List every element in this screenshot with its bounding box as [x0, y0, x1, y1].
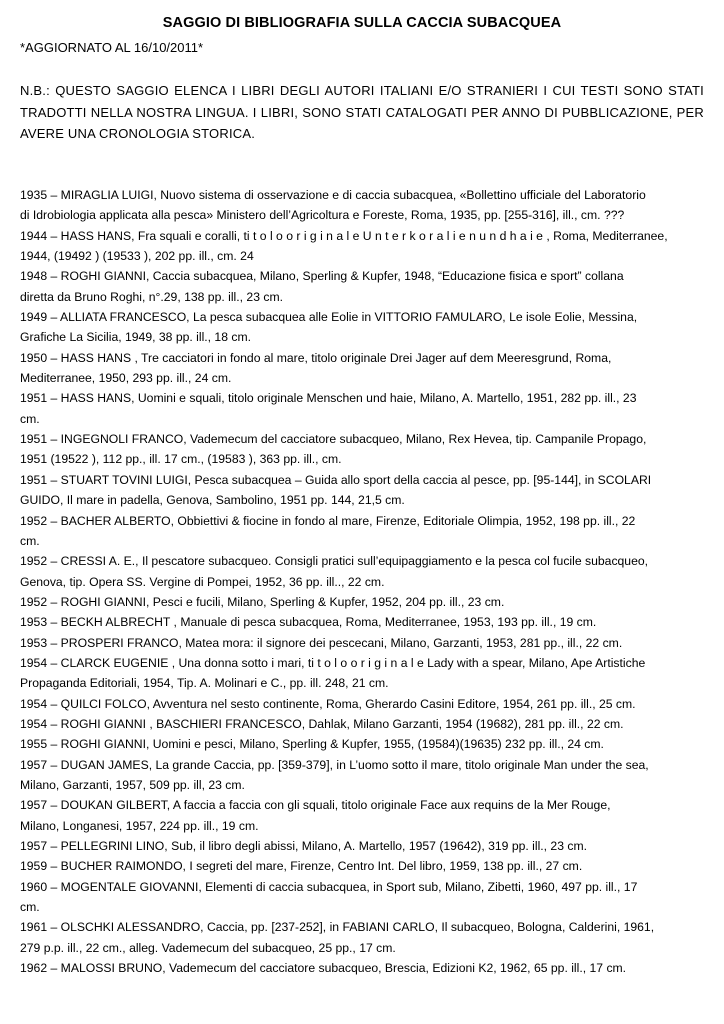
bibliography-entry [20, 958, 710, 978]
entry-line: 1961 – OLSCHKI ALESSANDRO, Caccia, pp. [237-252], in FABIANI CARLO, Il subacqueo, Bologna, Calderini, 1961, [20, 920, 655, 935]
bibliography-entry [20, 653, 710, 694]
entry-line: 1959 – BUCHER RAIMONDO, I segreti del mare, Firenze, Centro Int. Del libro, 1959, 138 pp. ill., 27 cm. [20, 859, 583, 874]
bibliography-entry [20, 185, 710, 226]
entry-line: 1949 – ALLIATA FRANCESCO, La pesca subacquea alle Eolie in VITTORIO FAMULARO, Le isole Eolie, Messina, [20, 310, 638, 325]
bibliography-entry [20, 694, 710, 714]
bibliography-entry [20, 470, 710, 511]
entry-line: GUIDO, Il mare in padella, Genova, Sambolino, 1951 pp. 144, 21,5 cm. [20, 493, 405, 508]
entry-line: di Idrobiologia applicata alla pesca» Ministero dell’Agricoltura e Foreste, Roma, 1935, pp. [255-316], ill., cm. ??? [20, 208, 625, 223]
entry-line: 1952 – BACHER ALBERTO, Obbiettivi & fiocine in fondo al mare, Firenze, Editoriale Olimpia, 1952, 198 pp. ill., 22 [20, 513, 636, 528]
entry-line: 1951 – STUART TOVINI LUIGI, Pesca subacquea – Guida allo sport della caccia al pesce, pp. [95-144], in SCOLARI [20, 472, 652, 487]
bibliography-entry [20, 388, 710, 429]
entry-line: Propaganda Editoriali, 1954, Tip. A. Molinari e C., pp. ill. 248, 21 cm. [20, 676, 389, 691]
entry-line: Milano, Garzanti, 1957, 509 pp. ill, 23 cm. [20, 777, 245, 792]
bibliography-entry [20, 877, 710, 918]
introductory-note: N.B.: QUESTO SAGGIO ELENCA I LIBRI DEGLI AUTORI ITALIANI E/O STRANIERI I CUI TESTI SONO STATI TRADOTTI NELLA NOSTRA LINGUA. I LIBRI, SONO STATI CATALOGATI PER ANNO DI PUBBLICAZIONE, PER AVERE UNA CRONOLOGIA STORICA. [20, 83, 704, 141]
bibliography-entry [20, 266, 710, 307]
entry-line: 1951 – INGEGNOLI FRANCO, Vademecum del cacciatore subacqueo, Milano, Rex Hevea, tip. Campanile Propago, [20, 432, 647, 447]
entry-line: 1953 – BECKH ALBRECHT , Manuale di pesca subacquea, Roma, Mediterranee, 1953, 193 pp. ill., 19 cm. [20, 615, 597, 630]
entry-line: 1954 – CLARCK EUGENIE , Una donna sotto i mari, ti t o l o o r i g i n a l e Lady with a spear, Milano, Ape Artistiche [20, 655, 646, 670]
entry-line: 1951 (19522 ), 112 pp., ill. 17 cm., (19583 ), 363 pp. ill., cm. [20, 452, 342, 467]
entry-line: 1962 – MALOSSI BRUNO, Vademecum del cacciatore subacqueo, Brescia, Edizioni K2, 1962, 65 pp. ill., 17 cm. [20, 961, 627, 976]
entry-line: diretta da Bruno Roghi, n°.29, 138 pp. ill., 23 cm. [20, 289, 283, 304]
bibliography-entry [20, 592, 710, 612]
bibliography-entry [20, 917, 710, 958]
bibliography-entry [20, 856, 710, 876]
entry-line: 1953 – PROSPERI FRANCO, Matea mora: il signore dei pescecani, Milano, Garzanti, 1953, 281 pp., ill., 22 cm. [20, 635, 623, 650]
entry-line: 1952 – CRESSI A. E., Il pescatore subacqueo. Consigli pratici sull’equipaggiamento e la pesca col fucile subacqueo, [20, 554, 649, 569]
bibliography-entry [20, 836, 710, 856]
entry-line: Milano, Longanesi, 1957, 224 pp. ill., 19 cm. [20, 818, 259, 833]
entry-line: 1960 – MOGENTALE GIOVANNI, Elementi di caccia subacquea, in Sport sub, Milano, Zibetti, 1960, 497 pp. ill., 17 [20, 879, 638, 894]
entry-line: Genova, tip. Opera SS. Vergine di Pompei, 1952, 36 pp. ill.., 22 cm. [20, 574, 385, 589]
bibliography-entry [20, 226, 710, 267]
entry-line: 1944 – HASS HANS, Fra squali e coralli, ti t o l o o r i g i n a l e U n t e r k o r a l i e n u n d h a i e , Roma, Mediterranee, [20, 228, 668, 243]
entry-line: 1944, (19492 ) (19533 ), 202 pp. ill., cm. 24 [20, 249, 254, 264]
bibliography-entry [20, 551, 710, 592]
entry-line: 1957 – DOUKAN GILBERT, A faccia a faccia con gli squali, titolo originale Face aux requins de la Mer Rouge, [20, 798, 611, 813]
bibliography-entry [20, 612, 710, 632]
entry-line: 1935 – MIRAGLIA LUIGI, Nuovo sistema di osservazione e di caccia subacquea, «Bollettino ufficiale del Laboratorio [20, 188, 646, 202]
entry-line: 1950 – HASS HANS , Tre cacciatori in fondo al mare, titolo originale Drei Jager auf dem Meeresgrund, Roma, [20, 350, 612, 365]
entry-line: cm. [20, 533, 40, 548]
entry-line: Grafiche La Sicilia, 1949, 38 pp. ill., 18 cm. [20, 330, 252, 345]
update-date: *AGGIORNATO AL 16/10/2011* [20, 40, 204, 55]
bibliography-entry [20, 307, 710, 348]
bibliography-entry [20, 429, 710, 470]
entry-line: 1957 – DUGAN JAMES, La grande Caccia, pp. [359-379], in L’uomo sotto il mare, titolo originale Man under the sea, [20, 757, 649, 772]
entry-line: 1948 – ROGHI GIANNI, Caccia subacquea, Milano, Sperling & Kupfer, 1948, “Educazione fisica e sport” collana [20, 269, 624, 284]
bibliography-entry [20, 755, 710, 796]
entry-line: 1952 – ROGHI GIANNI, Pesci e fucili, Milano, Sperling & Kupfer, 1952, 204 pp. ill., 23 cm. [20, 594, 505, 609]
bibliography-entry [20, 511, 710, 552]
entry-line: Mediterranee, 1950, 293 pp. ill., 24 cm. [20, 371, 232, 386]
entry-line: 1955 – ROGHI GIANNI, Uomini e pesci, Milano, Sperling & Kupfer, 1955, (19584)(19635) 232 pp. ill., 24 cm. [20, 737, 604, 752]
entry-line: 1954 – ROGHI GIANNI , BASCHIERI FRANCESCO, Dahlak, Milano Garzanti, 1954 (19682), 281 pp. ill., 22 cm. [20, 716, 624, 731]
bibliography-entry [20, 795, 710, 836]
entry-line: 279 p.p. ill., 22 cm., alleg. Vademecum del subacqueo, 25 pp., 17 cm. [20, 940, 396, 955]
entry-line: 1954 – QUILCI FOLCO, Avventura nel sesto continente, Roma, Gherardo Casini Editore, 1954, 261 pp. ill., 25 cm. [20, 696, 636, 711]
bibliography-entry [20, 734, 710, 754]
bibliography-list [20, 185, 710, 978]
bibliography-entry [20, 348, 710, 389]
entry-line: cm. [20, 900, 40, 915]
entry-line: 1951 – HASS HANS, Uomini e squali, titolo originale Menschen und haie, Milano, A. Martello, 1951, 282 pp. ill., 23 [20, 391, 637, 406]
entry-line: cm. [20, 411, 40, 426]
bibliography-entry [20, 714, 710, 734]
entry-line: 1957 – PELLEGRINI LINO, Sub, il libro degli abissi, Milano, A. Martello, 1957 (19642), 319 pp. ill., 23 cm. [20, 839, 588, 853]
page-title: SAGGIO DI BIBLIOGRAFIA SULLA CACCIA SUBACQUEA [162, 15, 562, 31]
bibliography-entry [20, 633, 710, 653]
